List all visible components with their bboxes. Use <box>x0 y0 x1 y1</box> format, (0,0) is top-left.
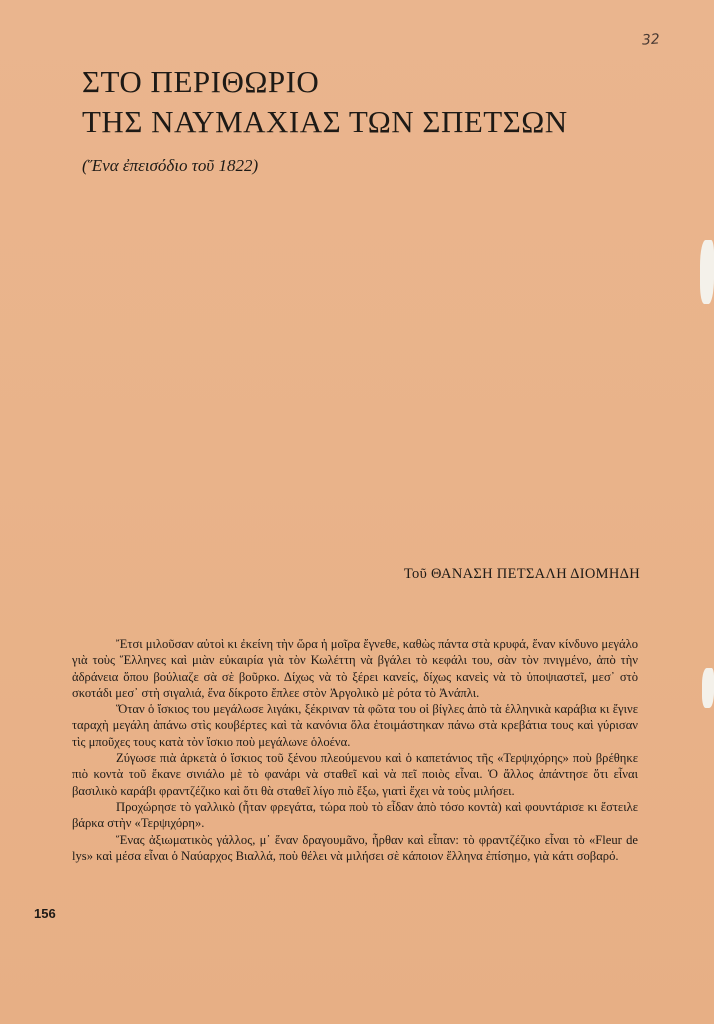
paragraph: Ἕνας ἀξιωματικὸς γάλλος, μ᾽ ἕναν δραγουμᾶνο, ἦρθαν καὶ εἶπαν: τὸ φραντζέζικο εἶναι τὸ «Fleur de lys» καὶ μέσα εἶναι ὁ Ναύαρχος Βιαλλά, ποὺ θέλει νὰ μιλήσει σὲ κάποιον ἕλληνα ἐπίσημο, γιὰ κάτι σοβαρό. <box>72 832 638 863</box>
paragraph: Προχώρησε τὸ γαλλικὸ (ἦταν φρεγάτα, τώρα ποὺ τὸ εἶδαν ἀπὸ τόσο κοντὰ) καὶ φουντάρισε κι ἔστειλε βάρκα στὴν «Τερψιχόρη». <box>72 799 638 831</box>
title-line-1: ΣΤΟ ΠΕΡΙΘΩΡΙΟ <box>82 64 320 99</box>
article-body <box>72 636 638 864</box>
article-title <box>82 62 642 142</box>
author-byline: Τοῦ ΘΑΝΑΣΗ ΠΕΤΣΑΛΗ ΔΙΟΜΗΔΗ <box>403 566 640 582</box>
paper-tear-upper <box>700 240 714 304</box>
paper-tear-lower <box>702 668 714 708</box>
handwritten-margin-note: 32 <box>641 31 661 49</box>
title-line-2: ΤΗΣ ΝΑΥΜΑΧΙΑΣ ΤΩΝ ΣΠΕΤΣΩΝ <box>82 104 568 139</box>
page-number: 156 <box>34 906 56 921</box>
paragraph: Ὅταν ὁ ἴσκιος του μεγάλωσε λιγάκι, ξέκριναν τὰ φῶτα του οἱ βίγλες ἀπὸ τὰ ἑλληνικὰ καράβια κι ἔγινε ταραχὴ μεγάλη ἀπάνω στὶς κουβέρτες καὶ τὰ κανόνια ὅλα ἑτοιμάστηκαν πάνω στὰ κρεβάτια τους καὶ γύρισαν τὶς μποῦχες τους κατὰ τὸν ἴσκιο ποὺ μεγάλωνε ὁλοένα. <box>72 702 638 749</box>
paragraph: Ζύγωσε πιὰ ἀρκετὰ ὁ ἴσκιος τοῦ ξένου πλεούμενου καὶ ὁ καπετάνιος τῆς «Τερψιχόρης» ποὺ βρέθηκε πιὸ κοντὰ τοῦ ἔκανε σινιάλο μὲ τὸ φανάρι νὰ σταθεῖ καὶ νὰ πεῖ ποιὸς εἶναι. Ὁ ἄλλος ἀπάντησε ὅτι εἶναι βασιλικὸ καράβι φραντζέζικο καὶ ὅτι θὰ σταθεῖ λίγο πιὸ ἔξω, γιατὶ ἔχει νὰ τοὺς μιλήσει. <box>72 751 638 798</box>
paragraph: Ἔτσι μιλοῦσαν αὐτοὶ κι ἐκείνη τὴν ὥρα ἡ μοῖρα ἔγνεθε, καθὼς πάντα στὰ κρυφά, ἕναν κίνδυνο μεγάλο γιὰ τοὺς Ἕλληνες καὶ μιὰν εὐκαιρία γιὰ τὸν Κωλέττη νὰ βγάλει τὸ κεφάλι του, σὰν τὸν πνιγμένο, ἀπὸ τὴν ἀδράνεια ὅπου βούλιαζε σὰ σὲ βοῦρκο. Δίχως νὰ τὸ ξέρει κανείς, δίχως κανεὶς νὰ τὸ ὑποψιαστεῖ, μεσ᾽ στὸ σκοτάδι μεσ᾽ στὴ σιγαλιά, ἕνα δίκροτο ἔπλεε στὸν Ἀργολικὸ μὲ ρότα τὸ Ἀνάπλι. <box>72 637 638 700</box>
article-subtitle: (Ἕνα ἐπεισόδιο τοῦ 1822) <box>82 156 259 175</box>
